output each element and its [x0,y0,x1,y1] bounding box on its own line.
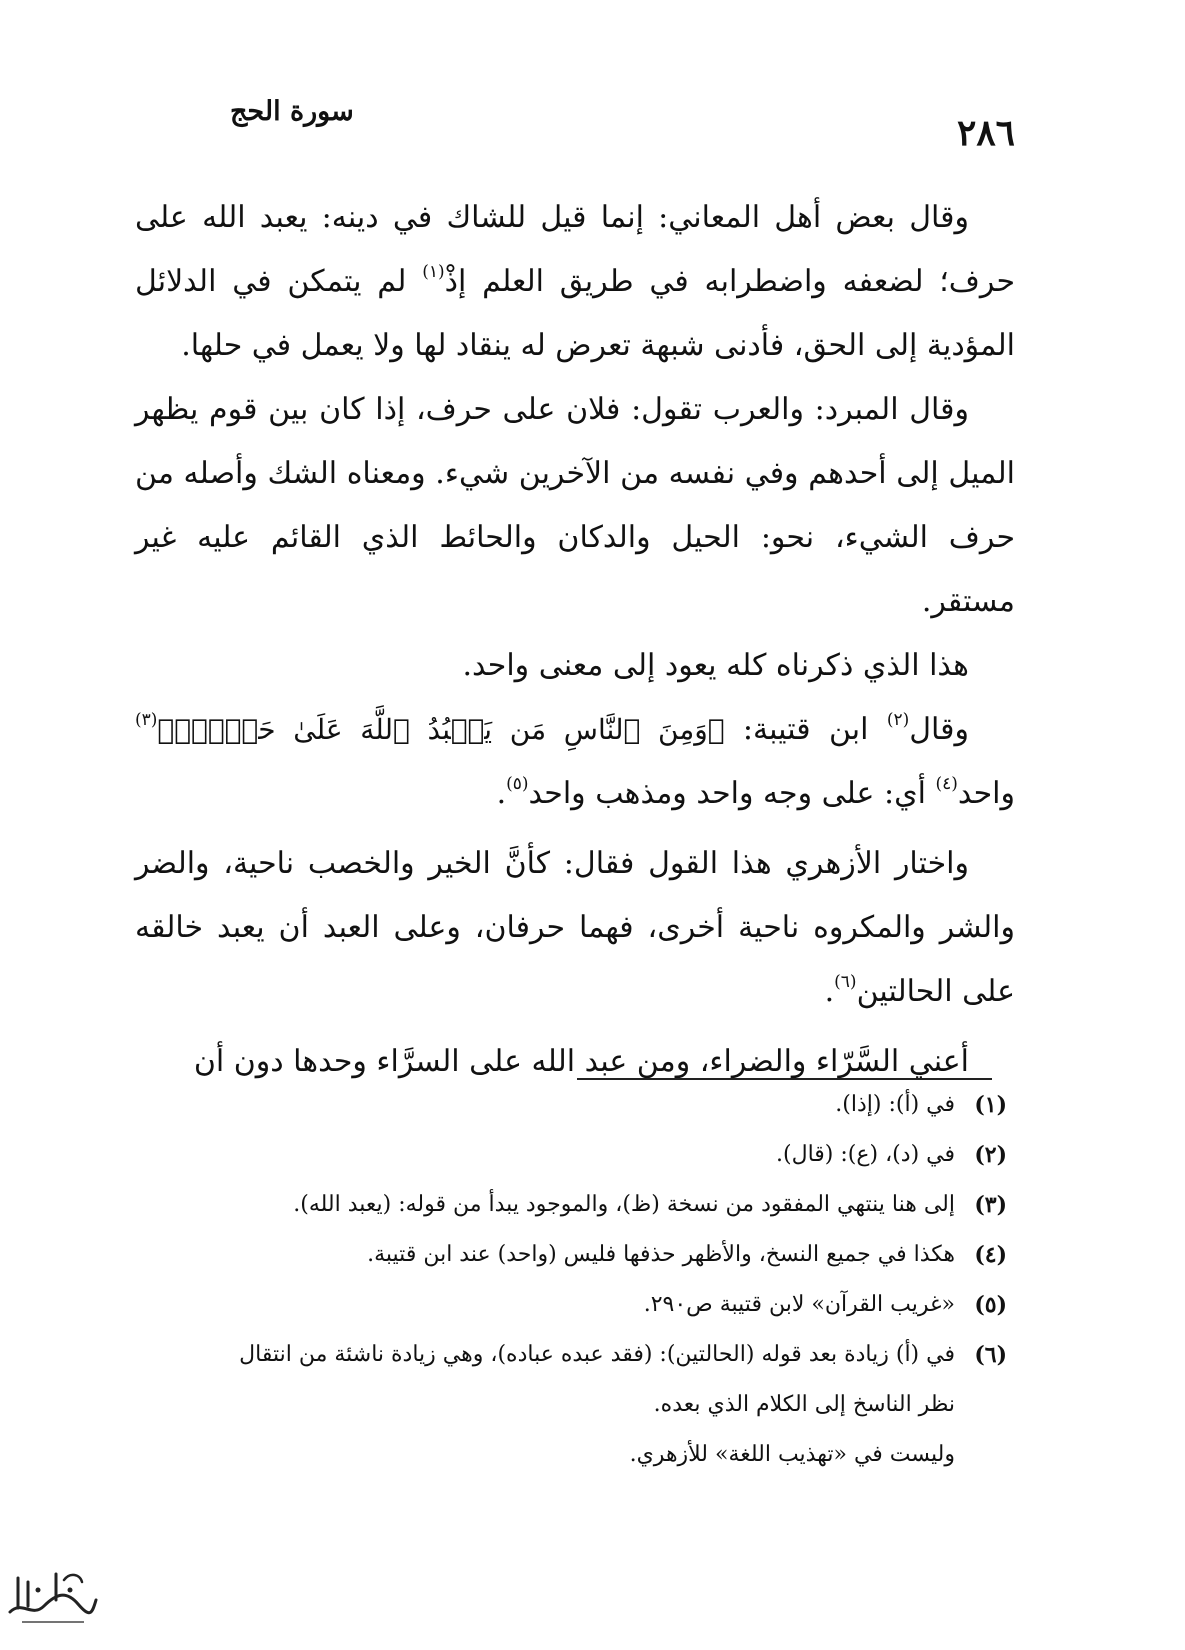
main-text [135,186,1015,1094]
footnote-text: في (أ): (إذا). [835,1092,955,1117]
paragraph-4 [135,698,1015,826]
paragraph-6: أعني السَّرّاء والضراء، ومن عبد الله على السرَّاء وحدها دون أن [193,1044,969,1079]
footnote-number: (٤) [974,1242,1007,1268]
paragraph-4-text-c: واحد [957,776,1015,811]
paragraph-4-text-a: وقال [909,712,969,747]
page-number: ٢٨٦ [956,112,1015,154]
footnote-text: في (أ) زيادة بعد قوله (الحالتين): (فقد عبده عباده)، وهي زيادة ناشئة من انتقال [239,1342,955,1367]
paragraph-2: وقال المبرد: والعرب تقول: فلان على حرف، إذا كان بين قوم يظهر الميل إلى أحدهم وفي نفسه من الآخرين شيء. ومعناه الشك وأصله من حرف الشيء، نحو: الحيل والدكان والحائط الذي القائم عليه غير مستقر. [135,392,1015,619]
paragraph-4-text-d: أي: على وجه واحد ومذهب واحد [528,776,936,811]
running-title: سورة الحج [230,96,354,127]
footnote-text: هكذا في جميع النسخ، والأظهر حذفها فليس (واحد) عند ابن قتيبة. [367,1242,955,1267]
footnote-ref-6: (٦) [834,972,857,992]
paragraph-4-text-e: . [496,776,507,811]
footnote-number: (٥) [974,1292,1007,1318]
footnotes [135,1080,1007,1480]
footnote-4 [135,1230,1007,1280]
footnote-text: في (د)، (ع): (قال). [776,1142,955,1167]
footnote-ref-5: (٥) [506,774,529,794]
footnote-2 [135,1130,1007,1180]
footnote-number: (٦) [974,1342,1007,1368]
footnote-text: إلى هنا ينتهي المفقود من نسخة (ظ)، والموجود يبدأ من قوله: (يعبد الله). [293,1192,955,1217]
paragraph-1-text-a: وقال بعض أهل المعاني: إنما قيل للشاك في دينه: يعبد الله على حرف؛ لضعفه واضطرابه في طريق العلم إذْ [135,200,1015,299]
footnote-text: وليست في «تهذيب اللغة» للأزهري. [629,1442,955,1467]
paragraph-5-text-a: واختار الأزهري هذا القول فقال: كأنَّ الخير والخصب ناحية، والضر والشر والمكروه ناحية أخرى، فهما حرفان، وعلى العبد أن يعبد خالقه على الحالتين [135,846,1015,1009]
footnote-3 [135,1180,1007,1230]
footnote-text: «غريب القرآن» لابن قتيبة ص٢٩٠. [643,1292,955,1317]
footnote-number: (٣) [974,1192,1007,1218]
footnote-ref-1: (١) [422,262,445,282]
quran-verse: ﴿وَمِنَ ٱلنَّاسِ مَن يَعۡبُدُ ٱللَّهَ عَلَىٰ حَرۡفٖۖ﴾ [157,713,725,746]
paragraph-3: هذا الذي ذكرناه كله يعود إلى معنى واحد. [462,648,969,683]
page-header [230,96,1015,166]
footnote-ref-4: (٤) [935,774,958,794]
footnote-6 [135,1330,1007,1480]
paragraph-5 [135,832,1015,1024]
footnote-ref-3: (٣) [135,710,158,730]
publisher-logo [4,1560,100,1630]
footnote-ref-2: (٢) [886,710,910,730]
footnote-number: (٢) [974,1142,1007,1168]
footnote-text: نظر الناسخ إلى الكلام الذي بعده. [653,1392,955,1417]
paragraph-5-text-b: . [824,974,835,1009]
footnote-1 [135,1080,1007,1130]
paragraph-1 [135,186,1015,378]
paragraph-4-text-b: ابن قتيبة: [724,712,887,747]
footnote-number: (١) [974,1092,1007,1118]
paragraph-1-text-b: لم يتمكن في الدلائل المؤدية إلى الحق، فأدنى شبهة تعرض له ينقاد لها ولا يعمل في حلها. [135,264,1015,363]
footnote-5 [135,1280,1007,1330]
